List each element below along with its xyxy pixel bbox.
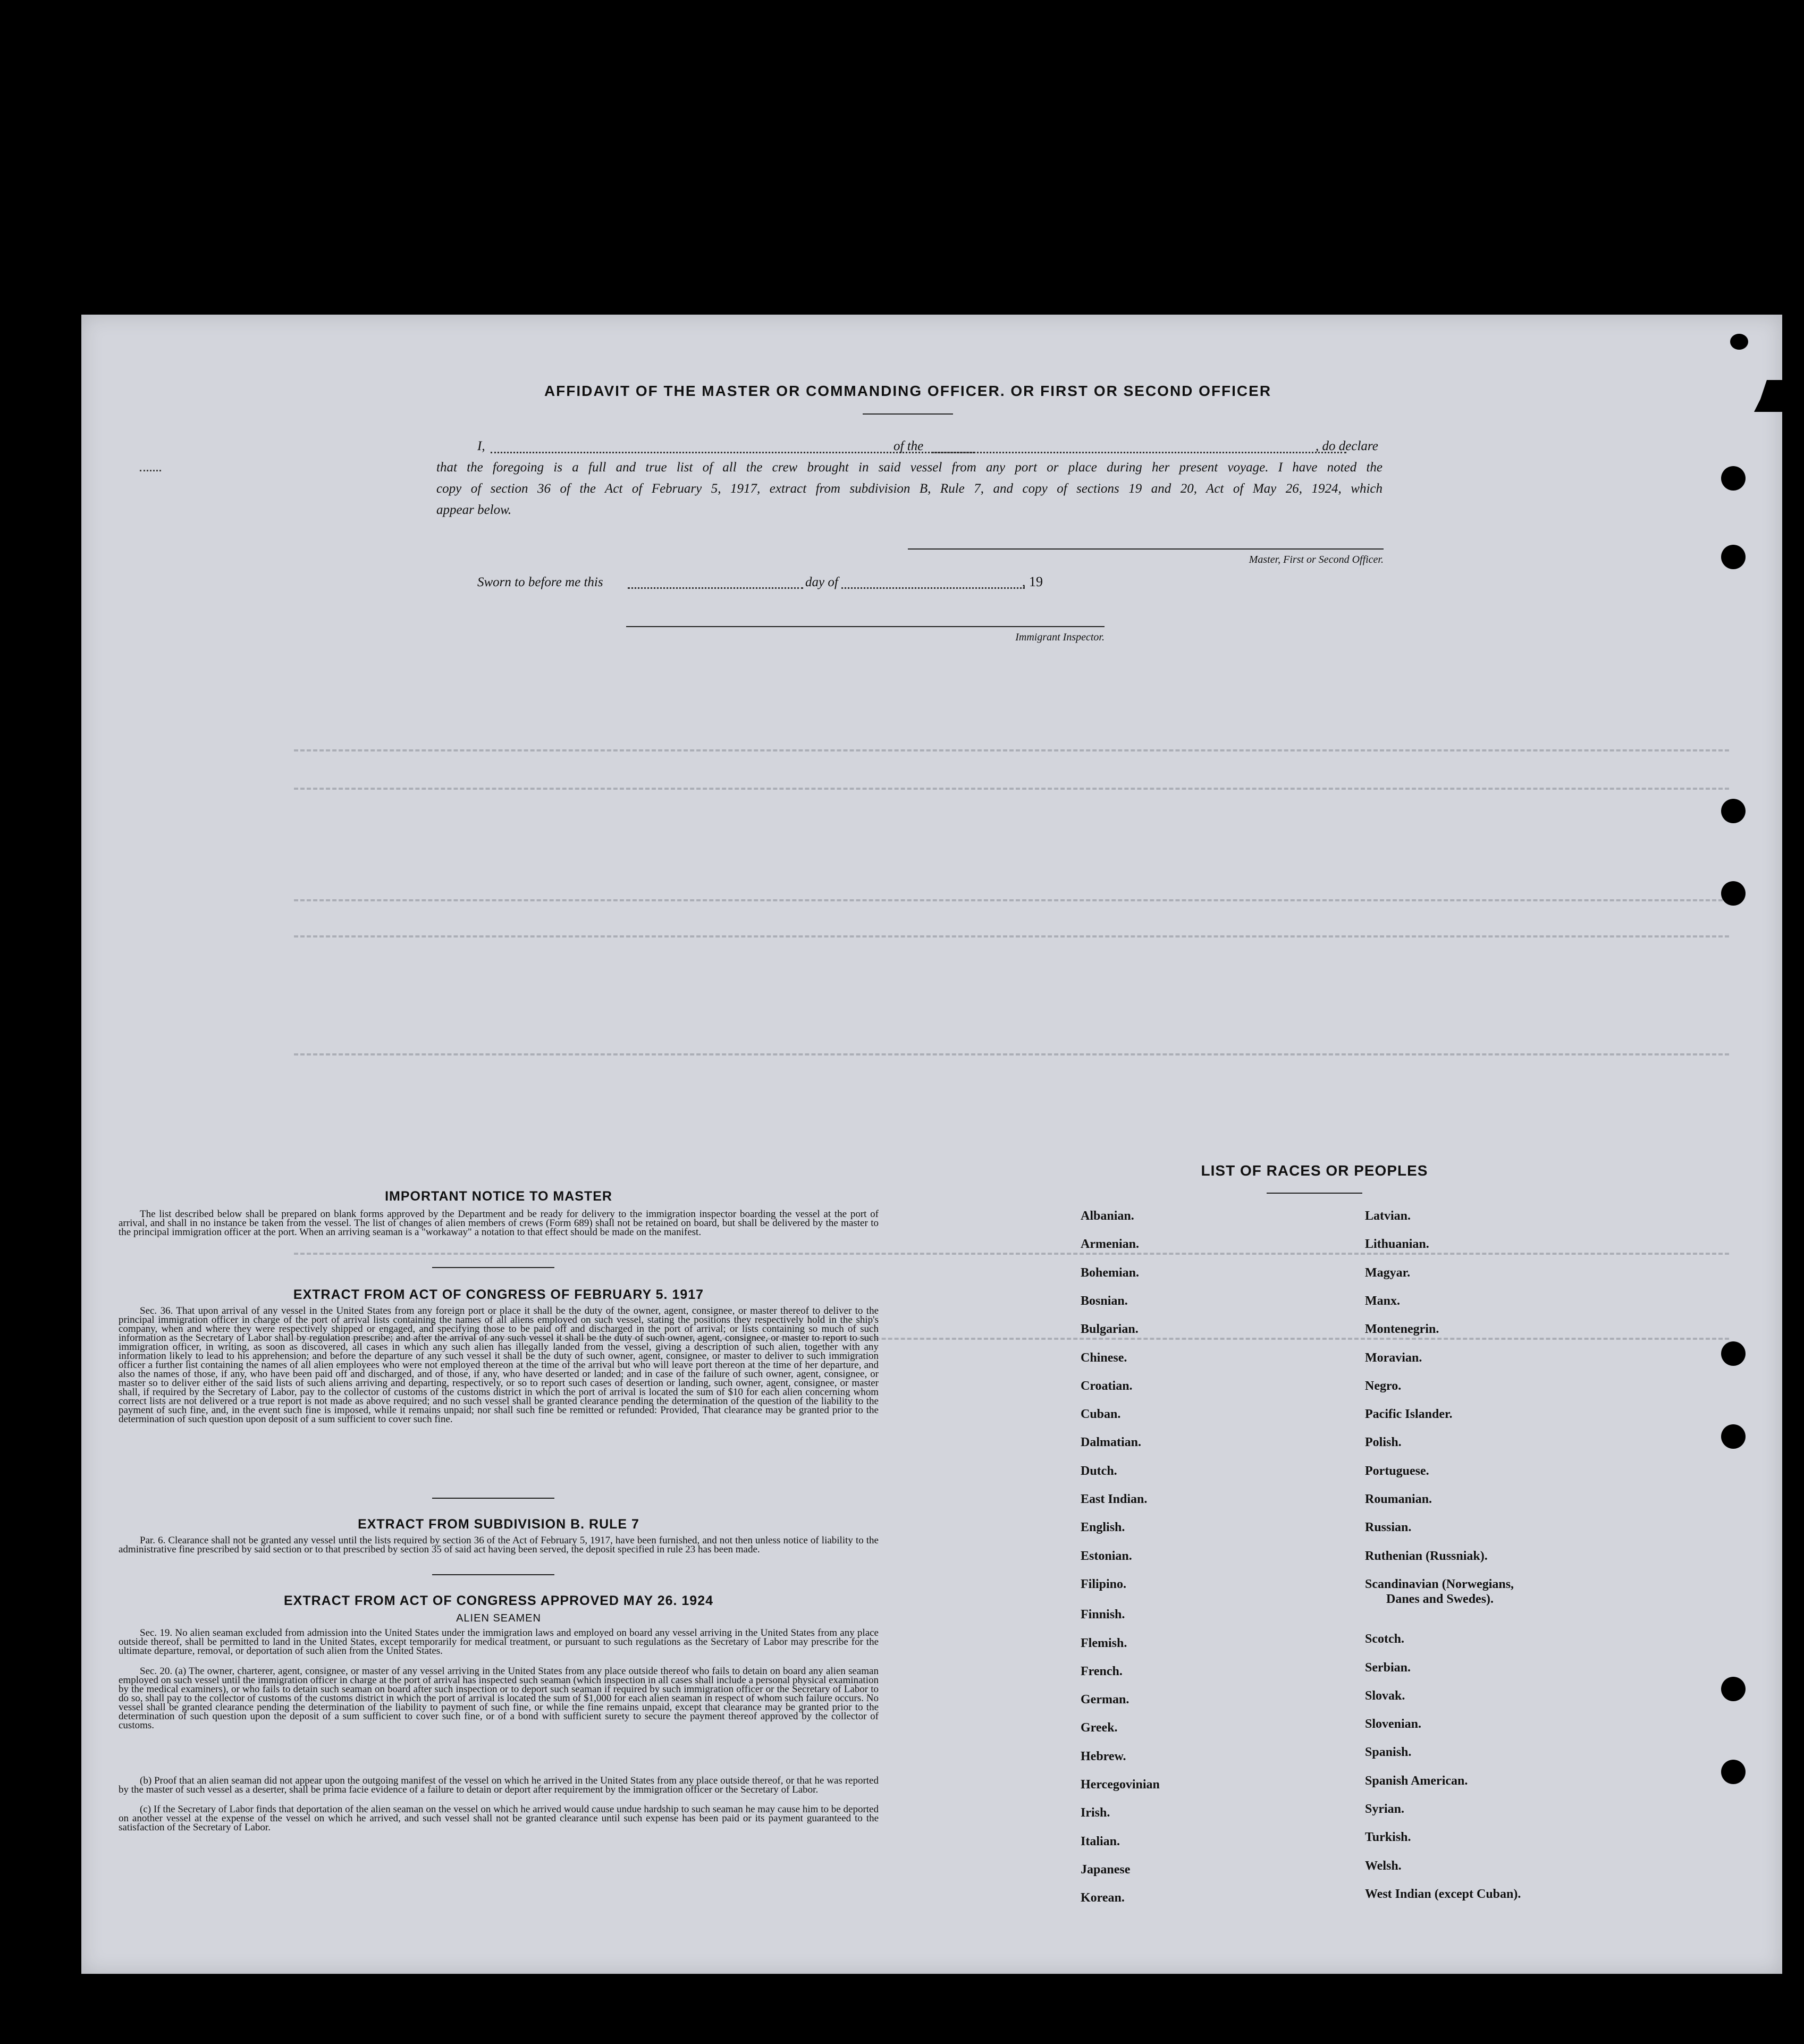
bleed-through-row: [294, 749, 1729, 751]
race-item: Lithuanian.: [1365, 1237, 1429, 1251]
rule-7-body: Par. 6. Clearance shall not be granted any vessel until the lists required by section 36 of the Act of February 5, 1917, have been furnished, and not then unless notice of liability to the administrative fine prescribed by said section or to that prescribed by section 35 of said act having been served, the deposit specified in rule 23 has been made.: [119, 1535, 879, 1555]
race-item: Bohemian.: [1081, 1266, 1140, 1280]
race-item: Syrian.: [1365, 1802, 1405, 1816]
inspector-label: Immigrant Inspector.: [1015, 631, 1105, 643]
sworn-label: Sworn to before me this: [477, 575, 603, 589]
race-item: Portuguese.: [1365, 1464, 1429, 1478]
race-item: Dalmatian.: [1081, 1435, 1141, 1449]
divider: [432, 1574, 554, 1575]
vessel-blank[interactable]: [932, 452, 1346, 453]
bleed-through-row: [294, 1253, 1729, 1255]
bleed-through-row: [294, 788, 1729, 790]
divider: [432, 1498, 554, 1499]
race-item: Scotch.: [1365, 1632, 1404, 1646]
race-item: Armenian.: [1081, 1237, 1139, 1251]
race-item: Roumanian.: [1365, 1492, 1432, 1506]
signature-line[interactable]: [908, 548, 1384, 550]
sec-20b-body: (b) Proof that an alien seaman did not appear upon the outgoing manifest of the vessel on which he arrived in the United States from any place outside thereof, or that he was reported by the master of such vessel as a deserter, shall be prima facie evidence of a failure to detain or deport after requirement by the immigration officer or the Secretary of Labor.: [119, 1775, 879, 1795]
extract-1917-body: Sec. 36. That upon arrival of any vessel in the United States from any foreign port or place it shall be the duty of the owner, agent, consignee, or master thereof to deliver to the principal immigration officer in charge of the port of arrival lists containing the names of all aliens employed on such vessel, stating the positions they respectively hold in the ship's company, when and where they were respectively shipped or engaged, and specifying those to be paid off and discharged in the port of arrival; or lists containing so much of such information as the Secretary of Labor shall by regulation prescribe; and after the arrival of any such vessel it shall be the duty of such owner, agent, consignee, or master to report to such immigration officer, in writing, as soon as discovered, all cases in which any such alien has illegally landed from the vessel, giving a description of such alien, together with any information likely to lead to his apprehension; and before the departure of any such vessel it shall be the duty of such owner, agent, consignee, or master to deliver to such immigration officer a further list containing the names of all alien employees who were not employed thereon at the time of the arrival but who will leave port thereon at the time of her departure, and also the names of those, if any, who have been paid off and discharged, and of those, if any, who have deserted or landed; and in case of the failure of such owner, agent, consignee, or master so to deliver either of the said lists of such aliens arriving and departing, respectively, or so to report such cases of desertion or landing, such owner, agent, consignee, or master shall, if required by the Secretary of Labor, pay to the collector of customs of the customs district in which the port of arrival is located the sum of $10 for each alien concerning whom correct lists are not delivered or a true report is not made as above required; and no such vessel shall be granted clearance pending the determination of the question of the liability to the payment of such fine, and, in the event such fine is imposed, while it remains unpaid; nor shall such fine be remitted or refunded: Provided, That clearance may be granted prior to the determination of such question upon deposit of a sum sufficient to cover such fine.: [119, 1305, 879, 1425]
race-item: Negro.: [1365, 1379, 1402, 1393]
binder-hole-icon: [1721, 1424, 1746, 1449]
race-item: Italian.: [1081, 1835, 1120, 1848]
race-item: French.: [1081, 1665, 1123, 1678]
race-item: English.: [1081, 1521, 1125, 1534]
race-item: Japanese: [1081, 1863, 1131, 1877]
affidavit-line-4: appear below.: [436, 503, 512, 517]
notice-title: IMPORTANT NOTICE TO MASTER: [385, 1189, 612, 1204]
race-item: Polish.: [1365, 1435, 1402, 1449]
bleed-through-row: [294, 1053, 1729, 1055]
race-item: Spanish American.: [1365, 1774, 1468, 1788]
bleed-through-row: [294, 899, 1729, 901]
binder-hole-icon: [1721, 1760, 1746, 1784]
sec-19-body: Sec. 19. No alien seaman excluded from admission into the United States under the immigration laws and employed on board any vessel arriving in the United States from any place outside thereof, shall be permitted to land in the United States, except temporarily for medical treatment, or pursuant to such regulations as the Secretary of Labor may prescribe for the ultimate departure, removal, or deportation of such alien from the United States.: [119, 1627, 879, 1657]
alien-seamen-subtitle: ALIEN SEAMEN: [456, 1612, 541, 1624]
race-item: Bulgarian.: [1081, 1322, 1139, 1336]
race-item: Chinese.: [1081, 1351, 1127, 1365]
race-item: Albanian.: [1081, 1209, 1134, 1223]
race-item: Croatian.: [1081, 1379, 1133, 1393]
affidavit-line-2: that the foregoing is a full and true list of all the crew brought in said vessel from any port or place during her present voyage. I have noted the: [436, 460, 1382, 475]
race-item: Cuban.: [1081, 1407, 1121, 1421]
sec-20a-body: Sec. 20. (a) The owner, charterer, agent, consignee, or master of any vessel arriving in the United States from any place outside thereof who fails to detain on board any alien seaman employed on such vessel until the immigration officer in charge at the port of arrival has inspected such seaman (which inspection in all cases shall include a personal physical examination by the medical examiners), or who fails to detain such seaman on board after such inspection or to deport such seaman if required by such immigration officer or the Secretary of Labor to do so, shall pay to the collector of customs of the customs district in which the port of arrival is located the sum of $1,000 for each alien seaman in respect of whom such failure occurs. No vessel shall be granted clearance pending the determination of the liability to payment of such fine, or while the fine remains unpaid, except that clearance may be granted prior to the determination of such question upon the deposit of a sum sufficient to cover such fine, or of a bond with sufficient surety to secure the payment thereof approved by the collector of customs.: [119, 1666, 879, 1731]
binder-hole-icon: [1721, 799, 1746, 823]
race-item: Greek.: [1081, 1721, 1118, 1735]
do-declare-label: , do declare: [1316, 439, 1378, 453]
day-of-label: day of: [805, 575, 838, 589]
race-item: Manx.: [1365, 1294, 1400, 1308]
race-item: Moravian.: [1365, 1351, 1422, 1365]
document-page: [81, 315, 1782, 1974]
signature-label: Master, First or Second Officer.: [1249, 554, 1384, 565]
divider: [432, 1267, 554, 1268]
sec-20c-body: (c) If the Secretary of Labor finds that deportation of the alien seaman on the vessel on which he arrived would cause undue hardship to such seaman he may cause him to be deported on another vessel at the expense of the vessel on which he arrived, and such vessel shall not be granted clearance until such expense has been paid or its payment guaranteed to the satisfaction of the Secretary of Labor.: [119, 1804, 879, 1833]
race-item: Dutch.: [1081, 1464, 1117, 1478]
race-item: Pacific Islander.: [1365, 1407, 1453, 1421]
race-item: Turkish.: [1365, 1830, 1411, 1844]
race-item: Russian.: [1365, 1521, 1412, 1534]
race-item: Magyar.: [1365, 1266, 1411, 1280]
race-item: Hercegovinian: [1081, 1778, 1160, 1792]
inspector-line[interactable]: [626, 626, 1105, 627]
race-item: Finnish.: [1081, 1608, 1125, 1621]
races-title: LIST OF RACES OR PEOPLES: [1201, 1162, 1428, 1179]
affidavit-title: AFFIDAVIT OF THE MASTER OR COMMANDING OFFICER. OR FIRST OR SECOND OFFICER: [544, 383, 1272, 399]
race-item: Irish.: [1081, 1806, 1110, 1820]
bleed-through-row: [294, 935, 1729, 937]
race-item: Flemish.: [1081, 1636, 1127, 1650]
extract-1924-title: EXTRACT FROM ACT OF CONGRESS APPROVED MAY 26. 1924: [283, 1593, 714, 1608]
races-underline: [1267, 1193, 1362, 1194]
race-item: Ruthenian (Russniak).: [1365, 1549, 1488, 1563]
race-item: Latvian.: [1365, 1209, 1411, 1223]
binder-hole-icon: [1721, 1341, 1746, 1366]
binder-hole-icon: [1721, 466, 1746, 491]
race-item: Slovak.: [1365, 1689, 1405, 1703]
extract-1917-title: EXTRACT FROM ACT OF CONGRESS OF FEBRUARY 5. 1917: [293, 1287, 704, 1302]
race-item: Slovenian.: [1365, 1717, 1422, 1731]
speck: [140, 470, 161, 474]
of-the-label: of the: [893, 439, 924, 453]
title-underline: [863, 413, 953, 415]
race-item: Filipino.: [1081, 1577, 1127, 1591]
race-item: Hebrew.: [1081, 1750, 1126, 1763]
i-label: I,: [477, 439, 485, 453]
ink-blot-icon: [1730, 334, 1748, 350]
race-item: East Indian.: [1081, 1492, 1148, 1506]
race-item: Danes and Swedes).: [1386, 1592, 1494, 1606]
rule-7-title: EXTRACT FROM SUBDIVISION B. RULE 7: [358, 1517, 639, 1532]
affidavit-line-3: copy of section 36 of the Act of February 5, 1917, extract from subdivision B, Rule 7, and copy of sections 19 and 20, Act of May 26, 1924, which: [436, 482, 1382, 496]
race-item: German.: [1081, 1693, 1129, 1707]
binder-hole-icon: [1721, 1677, 1746, 1701]
month-blank[interactable]: [841, 587, 1025, 589]
race-item: Welsh.: [1365, 1859, 1402, 1873]
race-item: Estonian.: [1081, 1549, 1132, 1563]
day-blank[interactable]: [628, 587, 803, 589]
race-item: Spanish.: [1365, 1745, 1412, 1759]
race-item: West Indian (except Cuban).: [1365, 1887, 1521, 1901]
race-item: Serbian.: [1365, 1661, 1411, 1675]
race-item: Scandinavian (Norwegians,: [1365, 1577, 1514, 1591]
race-item: Korean.: [1081, 1891, 1125, 1905]
race-item: Montenegrin.: [1365, 1322, 1439, 1336]
race-item: Bosnian.: [1081, 1294, 1128, 1308]
binder-hole-icon: [1721, 545, 1746, 569]
notice-body: The list described below shall be prepared on blank forms approved by the Department and be ready for delivery to the immigration inspector boarding the vessel at the port of arrival, and shall in no instance be taken from the vessel. The list of changes of alien members of crews (Form 689) shall not be retained on board, but shall be delivered by the master to the principal immigration officer at the port. When an arriving seaman is a "workaway" a notation to that effect should be made on the manifest.: [119, 1209, 879, 1238]
binder-hole-icon: [1721, 881, 1746, 906]
year-label: , 19: [1022, 574, 1043, 589]
